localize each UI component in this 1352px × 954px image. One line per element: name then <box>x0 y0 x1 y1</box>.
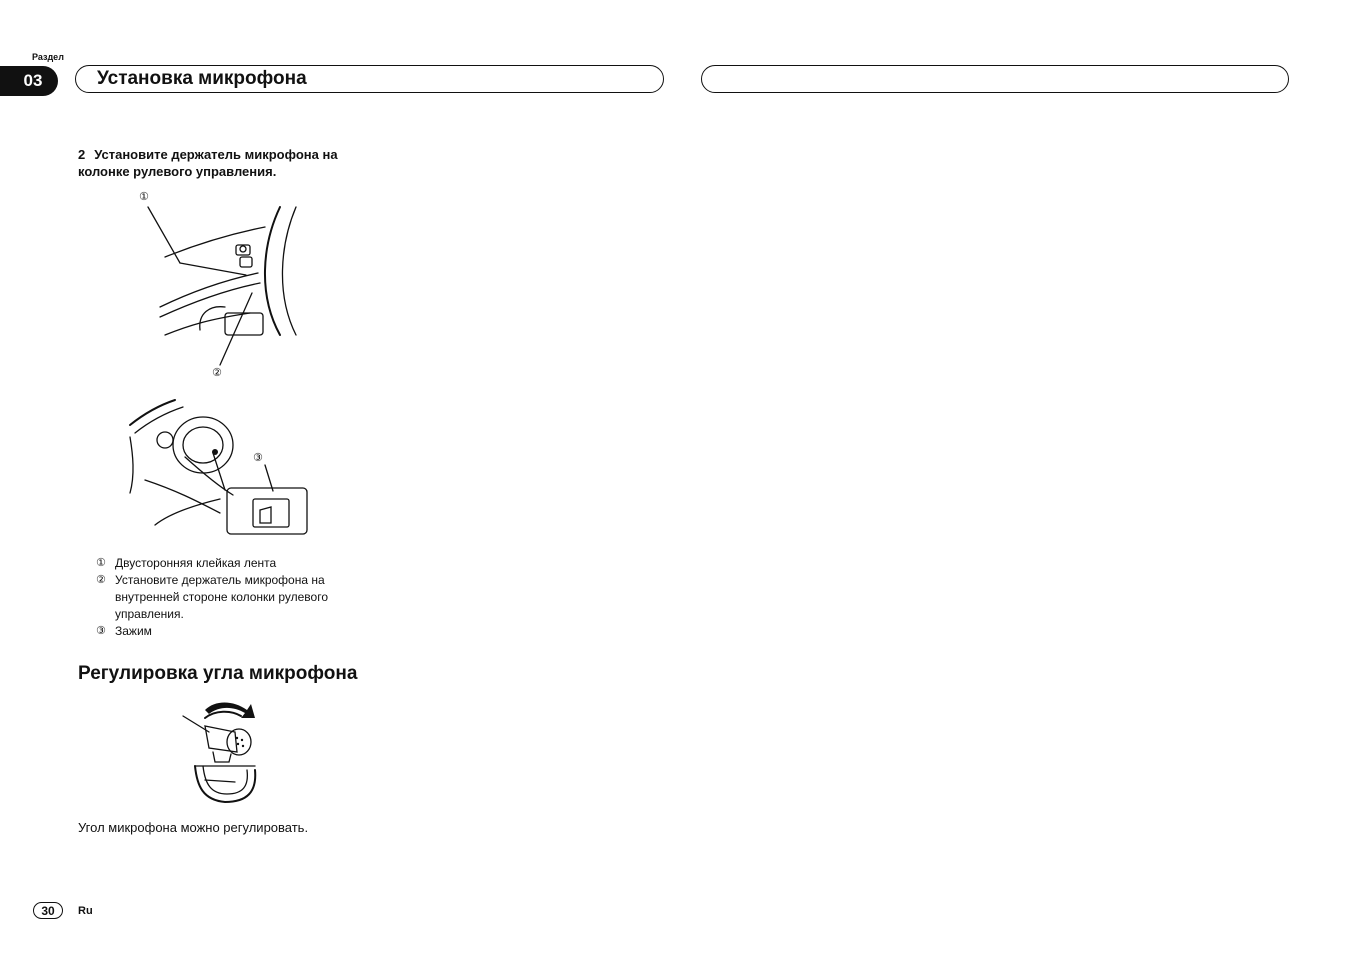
step-text: Установите держатель микрофона на колонке рулевого управления. <box>78 147 338 179</box>
callout-3: ③ <box>253 452 263 464</box>
section-body: Угол микрофона можно регулировать. <box>78 820 309 835</box>
caption-item <box>96 572 356 623</box>
caption-text: Установите держатель микрофона на внутренней стороне колонки рулевого управления. <box>115 573 328 621</box>
caption-list <box>96 555 356 640</box>
microphone-angle-illustration <box>175 696 265 808</box>
page-number: 30 <box>33 902 63 919</box>
language-label: Ru <box>78 905 93 917</box>
section-number-tab: 03 <box>0 66 58 96</box>
caption-text: Зажим <box>115 624 152 638</box>
steering-column-illustration <box>130 185 330 385</box>
dashboard-clamp-illustration <box>125 395 315 545</box>
callout-2: ② <box>212 367 222 379</box>
caption-marker: ② <box>96 574 106 586</box>
caption-item <box>96 623 356 640</box>
step-number: 2 <box>78 147 86 162</box>
caption-text: Двусторонняя клейкая лента <box>115 556 277 570</box>
section-label: Раздел <box>32 52 64 62</box>
step-instruction <box>78 146 378 180</box>
caption-item <box>96 555 356 572</box>
caption-marker: ③ <box>96 625 106 637</box>
caption-marker: ① <box>96 557 106 569</box>
header-right-box <box>701 65 1289 93</box>
page-title: Установка микрофона <box>97 68 307 89</box>
callout-1: ① <box>139 191 149 203</box>
section-heading: Регулировка угла микрофона <box>78 663 358 684</box>
